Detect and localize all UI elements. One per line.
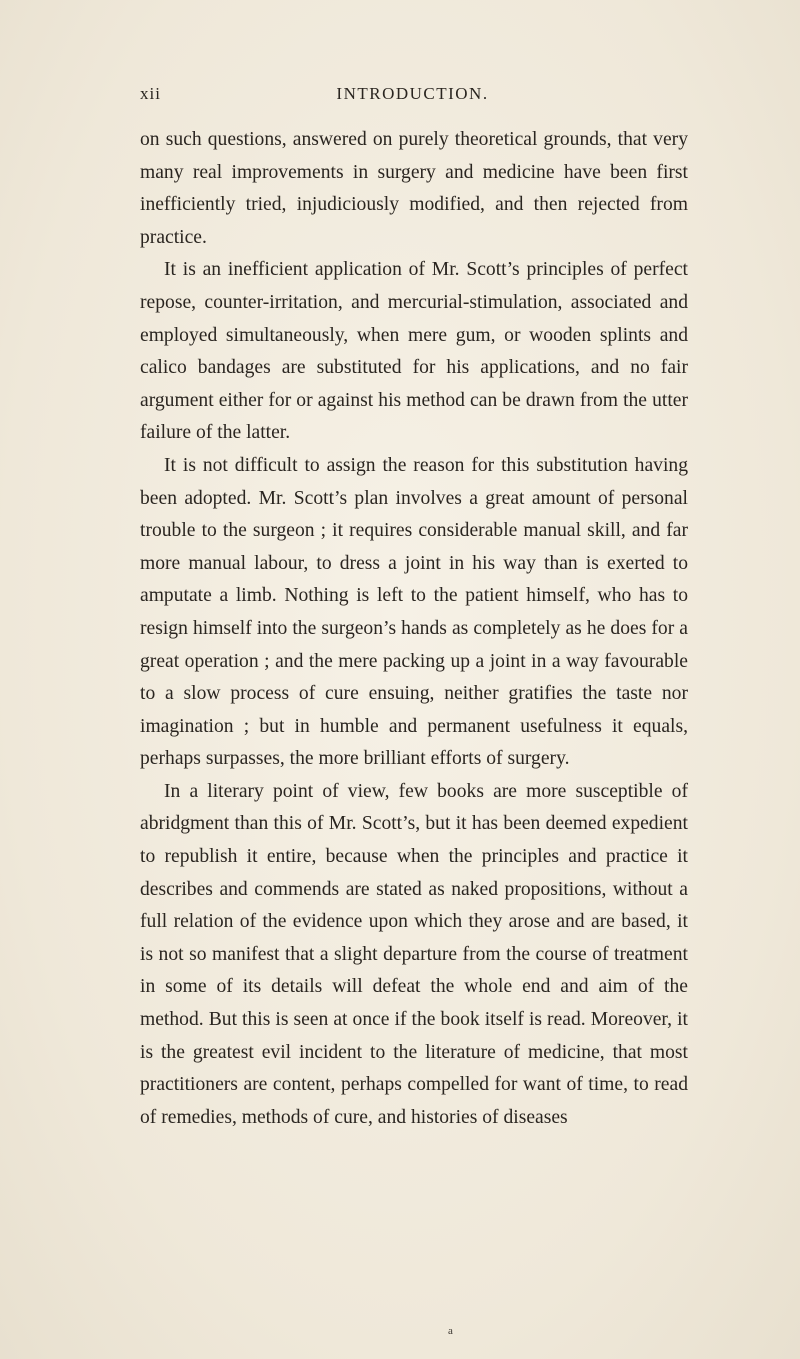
running-head: INTRODUCTION. [336, 84, 489, 103]
paragraph-2: It is an inefficient application of Mr. Scott’s principles of perfect repose, counter-irritation, and mercurial-stimulation, associated and employed simultaneously, when mere gum, or wooden splints and calico bandages are substituted for his applications, and no fair argument either for or against his method can be drawn from the utter failure of the latter. [140, 259, 688, 444]
body-text [140, 124, 688, 1134]
paragraph-4: In a literary point of view, few books are more susceptible of abridgment than this of Mr. Scott’s, but it has been deemed expedient to republish it entire, because when the principles and practice it describes and commends are stated as naked propositions, without a full relation of the evidence upon which they arose and are based, it is not so manifest that a slight departure from the course of treatment in some of its details will defeat the whole end and aim of the method. But this is seen at once if the book itself is read. Moreover, it is the greatest evil incident to the literature of medicine, that most practitioners are content, perhaps compelled for want of time, to read of remedies, methods of cure, and histories of diseases [140, 780, 688, 1128]
paragraph-1: on such questions, answered on purely theoretical grounds, that very many real improvements in surgery and medicine have been first inefficiently tried, injudiciously modified, and then rejected from practice. [140, 129, 688, 248]
page-number: xii [140, 84, 161, 103]
signature-mark: a [448, 1325, 453, 1337]
paragraph-3: It is not difficult to assign the reason for this substitution having been adopted. Mr. Scott’s plan involves a great amount of personal trouble to the surgeon ; it requires considerable manual skill, and far more manual labour, to dress a joint in his way than is exerted to amputate a limb. Nothing is left to the patient himself, who has to resign himself into the surgeon’s hands as completely as he does for a great operation ; and the mere packing up a joint in a way favourable to a slow process of cure ensuing, neither gratifies the taste nor imagination ; but in humble and permanent usefulness it equals, perhaps surpasses, the more brilliant efforts of surgery. [140, 454, 688, 770]
page-header [140, 84, 685, 108]
